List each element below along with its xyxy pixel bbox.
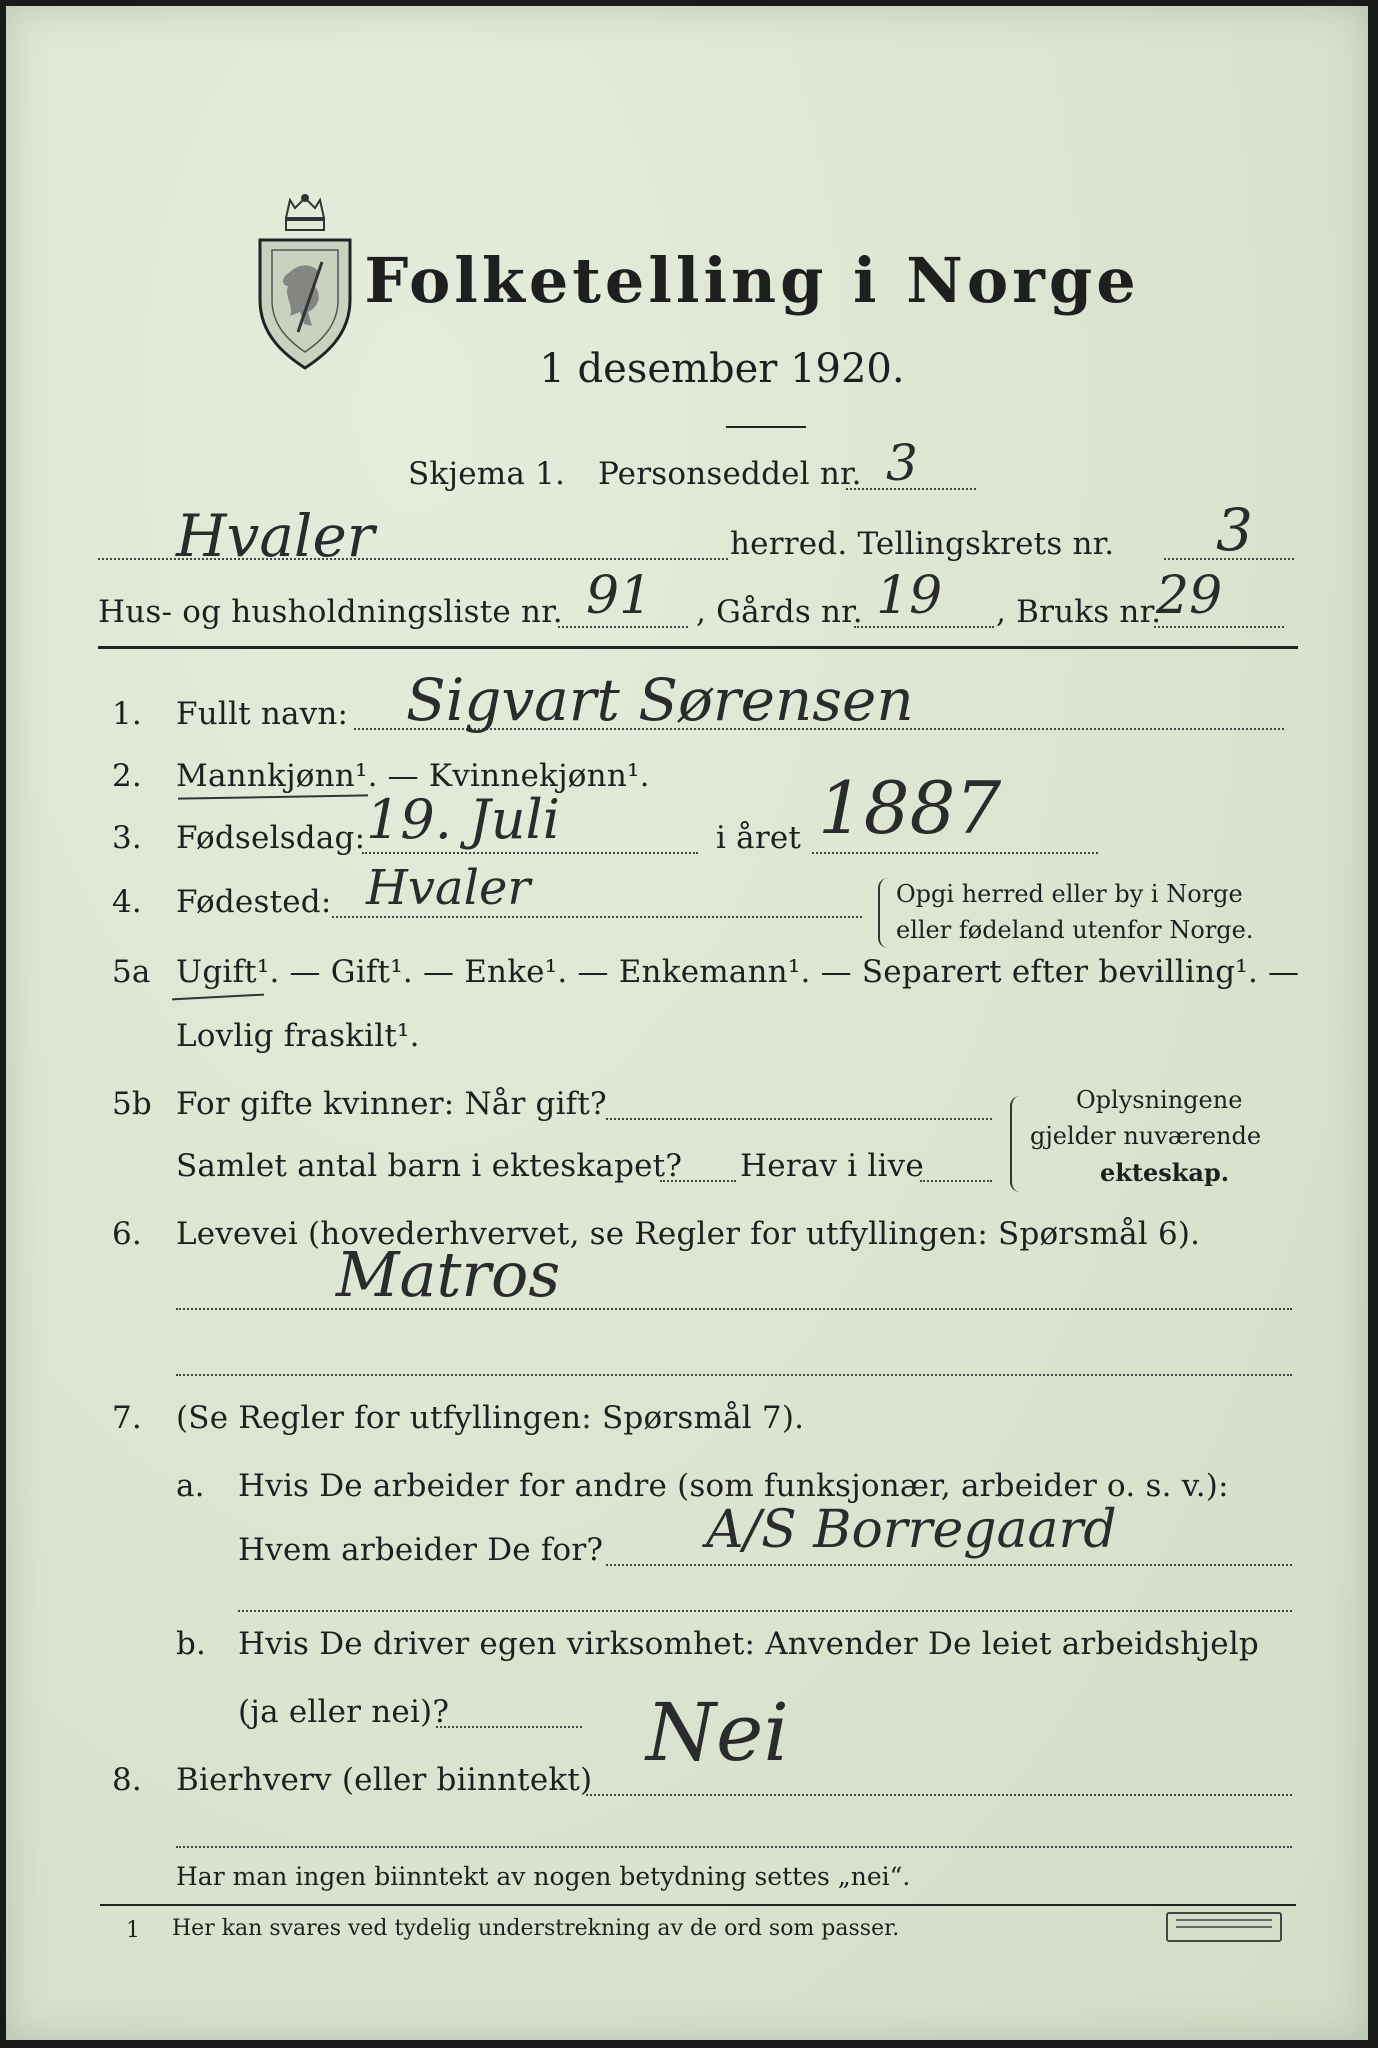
q5b-note-line-2: gjelder nuværende (1030, 1122, 1262, 1150)
personseddel-value: 3 (886, 434, 918, 492)
husliste-label: Hus- og husholdningsliste nr. (98, 594, 563, 630)
q7a-label-2: Hvem arbeider De for? (238, 1532, 604, 1568)
gards-dotted-line (854, 626, 994, 628)
q5b-dotted-line (606, 1118, 992, 1120)
census-form-sheet (6, 6, 1368, 2040)
q3-year-label: i året (716, 820, 802, 856)
q3-year-value: 1887 (818, 766, 1002, 850)
q1-label: Fullt navn: (176, 696, 349, 732)
q5a-label-2: Lovlig fraskilt¹. (176, 1018, 420, 1054)
q4-number: 4. (112, 884, 142, 920)
biinntekt-note: Har man ingen biinntekt av nogen betydning settes „nei“. (176, 1862, 911, 1891)
q8-dotted-line (586, 1794, 1292, 1796)
q5b-note-brace (1010, 1096, 1022, 1192)
q5b-dotted-line-2 (660, 1180, 736, 1182)
herred-label: herred. Tellingskrets nr. (730, 526, 1115, 562)
q7b-dotted-line (436, 1726, 582, 1728)
q5a-label: Ugift¹. — Gift¹. — Enke¹. — Enkemann¹. — Separert efter bevilling¹. — (176, 954, 1300, 990)
q3-number: 3. (112, 820, 142, 856)
q5a-underline-ugift (172, 994, 264, 1001)
q7-number: 7. (112, 1400, 142, 1436)
personseddel-label: Personseddel nr. (598, 456, 862, 492)
q7a-value: A/S Borregaard (706, 1500, 1117, 1560)
q4-note-line-2: eller fødeland utenfor Norge. (896, 916, 1254, 944)
q3-year-dotted-line (812, 852, 1098, 854)
gards-label: , Gårds nr. (696, 594, 863, 630)
q7a-label: Hvis De arbeider for andre (som funksjonær, arbeider o. s. v.): (238, 1468, 1229, 1504)
q1-value: Sigvart Sørensen (406, 666, 914, 734)
q8-dotted-line-2 (176, 1846, 1292, 1848)
q6-label: Levevei (hovederhvervet, se Regler for utfyllingen: Spørsmål 6). (176, 1216, 1201, 1252)
q6-value: Matros (336, 1238, 561, 1311)
husliste-dotted-line (558, 626, 688, 628)
q3-value: 19. Juli (366, 788, 561, 851)
q7b-label: Hvis De driver egen virksomhet: Anvender De leiet arbeidshjelp (238, 1626, 1259, 1662)
q7-label: (Se Regler for utfyllingen: Spørsmål 7). (176, 1400, 805, 1436)
q4-dotted-line (332, 916, 862, 918)
q2-label: Mannkjønn¹. — Kvinnekjønn¹. (176, 758, 650, 794)
q5b-label: For gifte kvinner: Når gift? (176, 1086, 607, 1122)
q3-dotted-line (362, 852, 698, 854)
q6-dotted-line-2 (176, 1374, 1292, 1376)
form-date: 1 desember 1920. (539, 346, 905, 392)
header-rule (98, 646, 1298, 649)
q5b-number: 5b (112, 1086, 152, 1122)
q2-number: 2. (112, 758, 142, 794)
printer-stamp-icon (1166, 1912, 1282, 1942)
q6-number: 6. (112, 1216, 142, 1252)
footnote-text: Her kan svares ved tydelig understrekning av de ord som passer. (172, 1916, 900, 1941)
q7a-dotted-line-2 (238, 1610, 1292, 1612)
q5b-note-line-1: Oplysningene (1076, 1086, 1243, 1114)
q5b-note-line-3: ekteskap. (1100, 1158, 1230, 1187)
form-title: Folketelling i Norge (364, 244, 1140, 317)
q4-label: Fødested: (176, 884, 332, 920)
q7b-label-2: (ja eller nei)? (238, 1694, 450, 1730)
title-divider (726, 426, 806, 428)
q5b-label-3: Herav i live (740, 1148, 924, 1184)
q8-label: Bierhverv (eller biinntekt) (176, 1762, 593, 1798)
q8-number: 8. (112, 1762, 142, 1798)
herred-value: Hvaler (176, 502, 375, 570)
q5b-label-2: Samlet antal barn i ekteskapet? (176, 1148, 683, 1184)
husliste-value: 91 (586, 566, 653, 626)
q5a-number: 5a (112, 954, 151, 990)
q4-note-line-1: Opgi herred eller by i Norge (896, 880, 1243, 908)
bruks-value: 29 (1156, 566, 1223, 626)
q4-note-brace (878, 878, 890, 948)
q1-number: 1. (112, 696, 142, 732)
q2-underline-mannkjonn (178, 794, 368, 799)
tellingskrets-value: 3 (1216, 496, 1253, 564)
q7b-value: Nei (646, 1686, 789, 1779)
schema-label: Skjema 1. (408, 456, 566, 492)
q7a-number: a. (176, 1468, 205, 1504)
footnote-mark: 1 (126, 1918, 140, 1943)
gards-value: 19 (876, 566, 943, 626)
q4-value: Hvaler (366, 860, 531, 916)
q3-label: Fødselsdag: (176, 820, 366, 856)
q7a-dotted-line (606, 1564, 1292, 1566)
bruks-label: , Bruks nr. (996, 594, 1162, 630)
q7b-number: b. (176, 1626, 207, 1662)
q6-dotted-line (176, 1308, 1292, 1310)
q5b-dotted-line-3 (920, 1180, 992, 1182)
footer-rule (100, 1904, 1296, 1906)
bruks-dotted-line (1154, 626, 1284, 628)
